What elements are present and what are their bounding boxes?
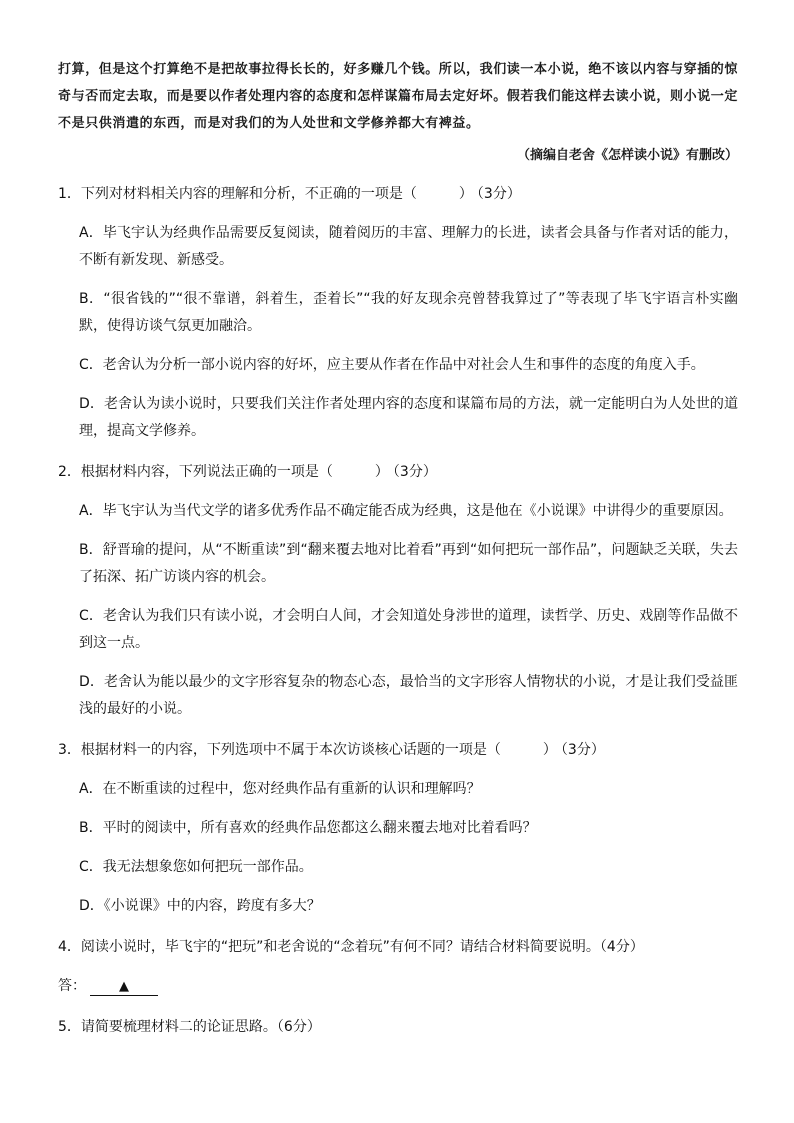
passage-text: 打算，但是这个打算绝不是把故事拉得长长的，好多赚几个钱。所以，我们读一本小说，绝不该以内容与穿插的惊奇与否而定去取，而是要以作者处理内容的态度和怎样谋篇布局去定好坏。假若我们能这样去读小说，则小说一定不是只供消遣的东西，而是对我们的为人处世和文学修养都大有裨益。 <box>58 62 739 131</box>
question-2-stem-end: ） <box>374 464 389 480</box>
question-2 <box>58 459 738 486</box>
option-2b: B．舒晋瑜的提问，从“不断重读”到“翻来覆去地对比着看”再到“如何把玩一部作品”，问题缺乏关联，失去了拓深、拓广访谈内容的机会。 <box>79 542 738 585</box>
option-3a: A．在不断重读的过程中，您对经典作品有重新的认识和理解吗？ <box>79 781 481 797</box>
question-4-answer <box>58 973 738 1000</box>
option-3b: B．平时的阅读中，所有喜欢的经典作品您都这么翻来覆去地对比着看吗？ <box>79 820 537 836</box>
triangle-marker-icon: ▲ <box>119 979 129 994</box>
question-5-stem: 5．请简要梳理材料二的论证思路。 <box>58 1019 277 1035</box>
exam-page <box>58 56 738 1041</box>
question-3-stem-end: ） <box>542 742 557 758</box>
option-2d: D．老舍认为能以最少的文字形容复杂的物态心态，最恰当的文字形容人情物状的小说，才是让我们受益匪浅的最好的小说。 <box>79 674 738 717</box>
option-1a: A．毕飞宇认为经典作品需要反复阅读，随着阅历的丰富、理解力的长进，读者会具备与作者对话的能力，不断有新发现、新感受。 <box>79 225 738 268</box>
question-4 <box>58 934 738 961</box>
option-3c: C．我无法想象您如何把玩一部作品。 <box>79 859 313 875</box>
question-4-score: （4分） <box>599 939 644 955</box>
option-1d: D．老舍认为读小说时，只要我们关注作者处理内容的态度和谋篇布局的方法，就一定能明白为人处世的道理，提高文学修养。 <box>79 396 738 439</box>
passage-source: （摘编自老舍《怎样读小说》有删改） <box>516 148 738 163</box>
option-2c: C．老舍认为我们只有读小说，才会明白人间，才会知道处身涉世的道理，读哲学、历史、戏剧等作品做不到这一点。 <box>79 608 738 651</box>
option-2a: A．毕飞宇认为当代文学的诸多优秀作品不确定能否成为经典，这是他在《小说课》中讲得少的重要原因。 <box>79 503 733 519</box>
question-2-score: （3分） <box>392 464 437 480</box>
question-1 <box>58 181 738 208</box>
answer-label: 答： <box>58 978 86 994</box>
question-1-score: （3分） <box>476 186 521 202</box>
question-5 <box>58 1014 738 1041</box>
question-3-score: （3分） <box>560 742 605 758</box>
question-3 <box>58 737 738 764</box>
option-1c: C．老舍认为分析一部小说内容的好坏，应主要从作者在作品中对社会人生和事件的态度的角度入手。 <box>79 357 705 373</box>
option-3d: D．《小说课》中的内容，跨度有多大？ <box>79 898 321 914</box>
option-1b: B．“很省钱的”“很不靠谱，斜着生，歪着长”“我的好友现余亮曾替我算过了”等表现了毕飞宇语言朴实幽默，使得访谈气氛更加融洽。 <box>79 291 738 334</box>
question-2-stem: 2．根据材料内容，下列说法正确的一项是（ <box>58 464 333 480</box>
question-3-stem: 3．根据材料一的内容，下列选项中不属于本次访谈核心话题的一项是（ <box>58 742 501 758</box>
answer-field[interactable] <box>90 978 158 996</box>
question-1-stem-end: ） <box>458 186 473 202</box>
question-4-stem: 4．阅读小说时，毕飞宇的“把玩”和老舍说的“念着玩”有何不同？请结合材料简要说明。 <box>58 939 600 955</box>
question-1-stem: 1．下列对材料相关内容的理解和分析，不正确的一项是（ <box>58 186 417 202</box>
question-5-score: （6分） <box>276 1019 321 1035</box>
